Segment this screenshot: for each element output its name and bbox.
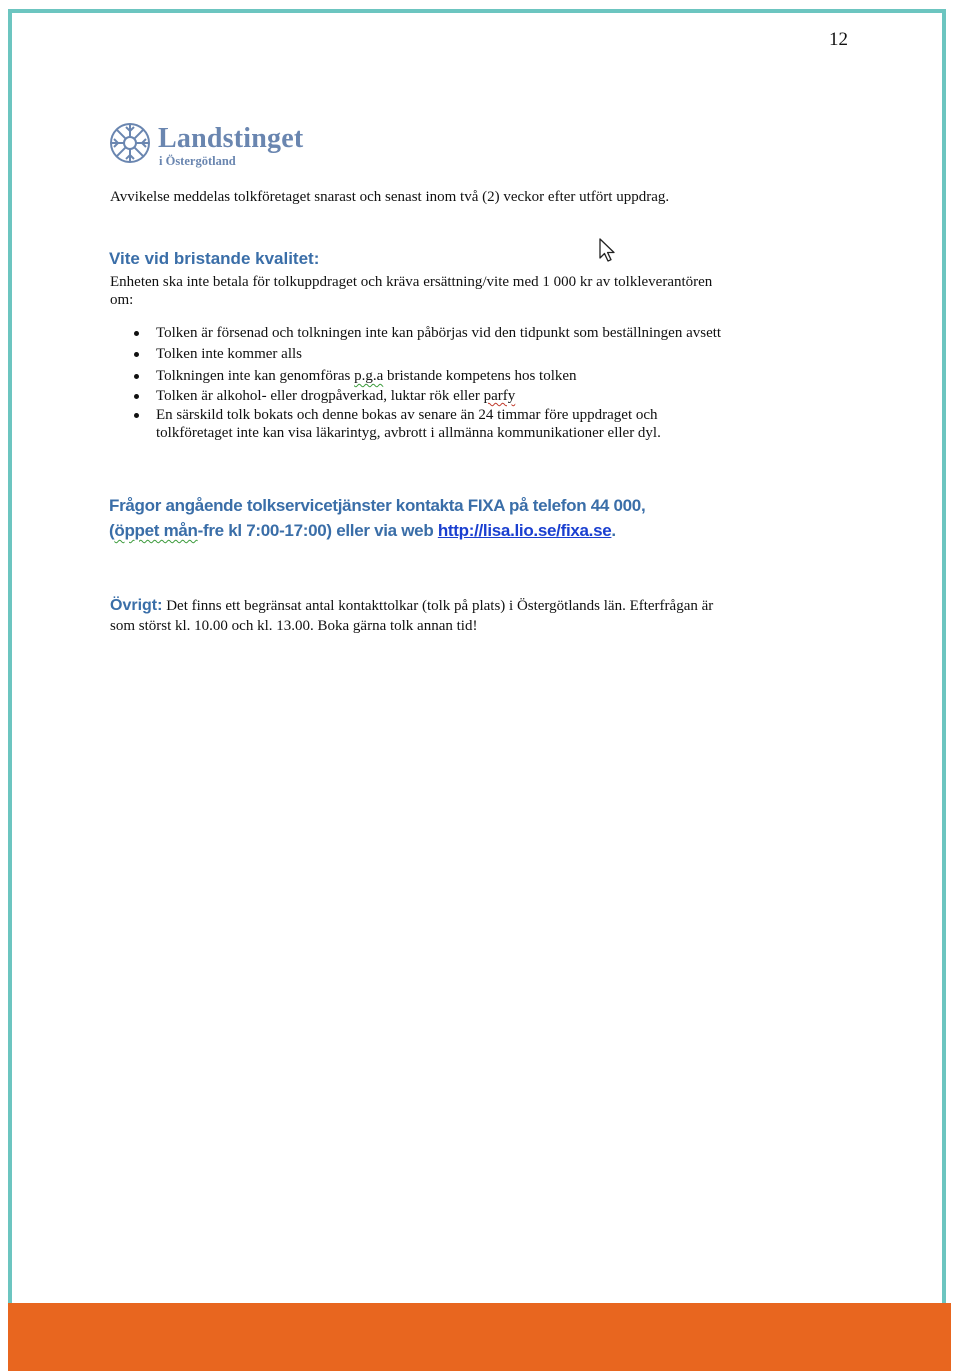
bullet-icon [134, 413, 139, 418]
logo-subtitle: i Östergötland [159, 154, 236, 168]
list-item [110, 387, 721, 405]
bullet-icon [134, 394, 139, 399]
contact-line2 [109, 521, 616, 541]
list-item-text: Tolken är försenad och tolkningen inte kan påbörjas vid den tidpunkt som beställningen avsett [156, 325, 722, 341]
other-text: Det finns ett begränsat antal kontakttolkar (tolk på plats) i Östergötlands län. Efterfrågan är [162, 598, 714, 614]
fixa-web-link[interactable]: http://lisa.lio.se/fixa.se [437, 521, 612, 540]
spellcheck-marked-text: p.g.a [354, 368, 384, 384]
list-item-continuation [110, 424, 721, 442]
penalty-conditions-list [110, 324, 721, 442]
page-frame [8, 9, 946, 1365]
spellcheck-marked-text: parfy [483, 388, 516, 404]
logo-name: Landstinget [158, 123, 304, 154]
bullet-icon [134, 352, 139, 357]
other-label: Övrigt: [110, 597, 163, 614]
other-line1 [110, 597, 713, 615]
list-item [110, 324, 721, 342]
contact-text: . [611, 521, 616, 540]
contact-text: -fre kl 7:00-17:00) eller via web [197, 521, 438, 540]
footer-band [8, 1303, 951, 1371]
list-item-text: Tolken är alkohol- eller drogpåverkad, luktar rök eller [156, 388, 484, 404]
list-item-text: Tolken inte kommer alls [156, 346, 303, 362]
intro-paragraph: Avvikelse meddelas tolkföretaget snarast och senast inom två (2) veckor efter utfört uppdrag. [110, 189, 670, 205]
list-item-text: bristande kompetens hos tolken [383, 368, 577, 384]
mouse-cursor-icon [598, 238, 618, 264]
contact-line1: Frågor angående tolkservicetjänster kontakta FIXA på telefon 44 000, [109, 496, 646, 515]
list-item [110, 345, 721, 363]
snowflake-logo-icon [108, 121, 152, 165]
penalty-text-line1: Enheten ska inte betala för tolkuppdraget och kräva ersättning/vite med 1 000 kr av tolkleverantören [110, 274, 713, 290]
bullet-icon [134, 331, 139, 336]
list-item [110, 367, 721, 385]
contact-text: ( [109, 521, 115, 540]
page-number: 12 [829, 29, 848, 50]
penalty-heading: Vite vid bristande kvalitet: [109, 249, 320, 268]
list-item-text: En särskild tolk bokats och denne bokas av senare än 24 timmar före uppdraget och [156, 407, 658, 423]
other-line2: som störst kl. 10.00 och kl. 13.00. Boka gärna tolk annan tid! [110, 618, 478, 634]
penalty-text-line2: om: [110, 292, 134, 308]
spellcheck-marked-text: öppet mån [114, 521, 198, 540]
list-item-text: Tolkningen inte kan genomföras [156, 368, 355, 384]
bullet-icon [134, 374, 139, 379]
list-item-text: tolkföretaget inte kan visa läkarintyg, avbrott i allmänna kommunikationer eller dyl. [156, 425, 661, 441]
list-item [110, 406, 721, 424]
